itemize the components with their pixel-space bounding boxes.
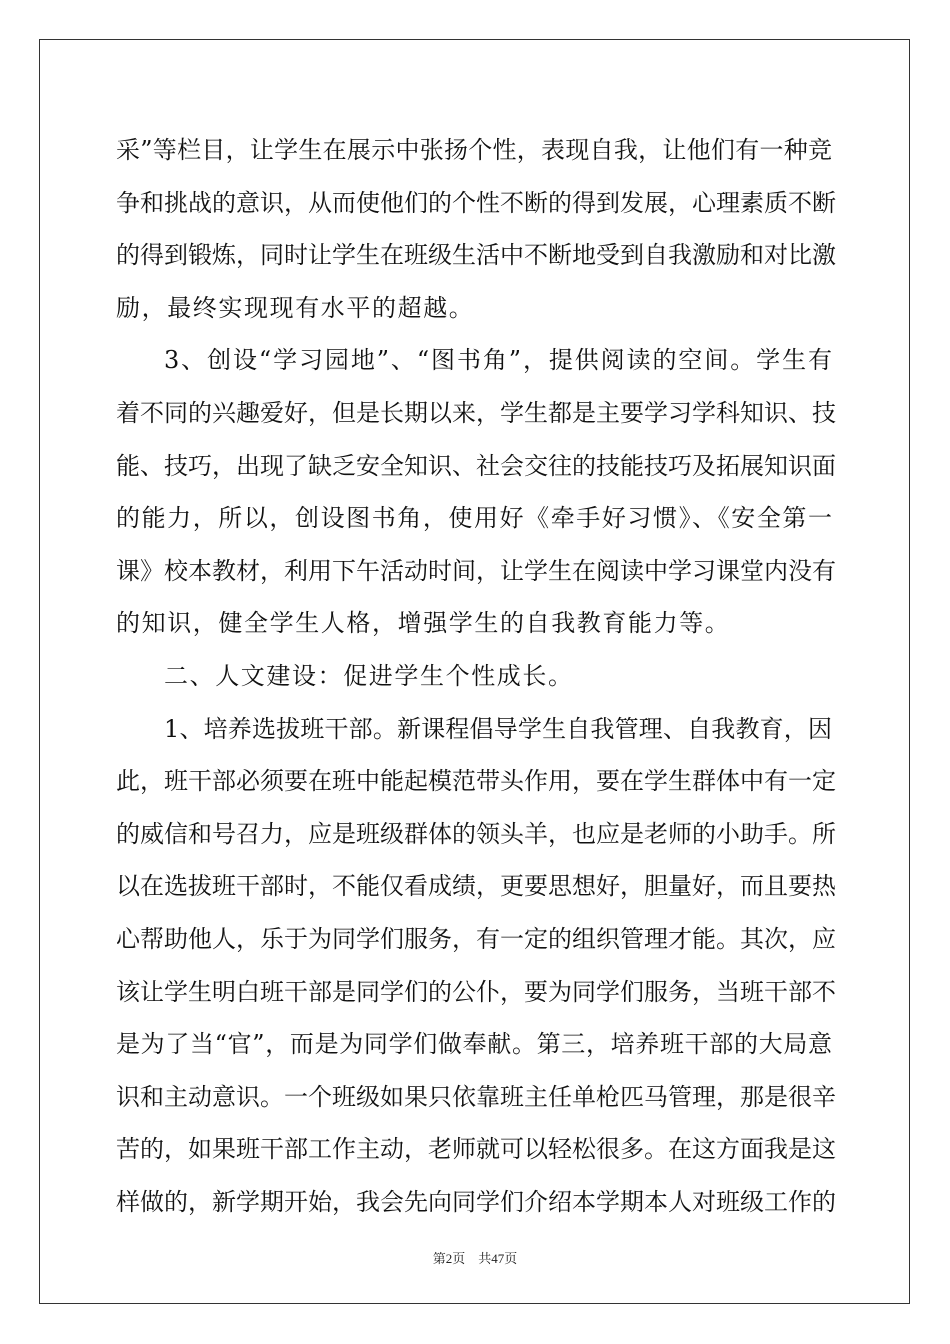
text-line: 争和挑战的意识，从而使他们的个性不断的得到发展，心理素质不断 bbox=[116, 188, 836, 217]
text-line: 课》校本教材，利用下午活动时间，让学生在阅读中学习课堂内没有 bbox=[116, 556, 836, 585]
text-line: 样做的，新学期开始，我会先向同学们介绍本学期本人对班级工作的 bbox=[116, 1187, 836, 1216]
section-heading: 二、人文建设：促进学生个性成长。 bbox=[164, 661, 574, 690]
text-line: 的威信和号召力，应是班级群体的领头羊，也应是老师的小助手。所 bbox=[116, 819, 836, 848]
text-line: 是为了当“官”，而是为同学们做奉献。第三，培养班干部的大局意 bbox=[116, 1030, 832, 1059]
text-line: 心帮助他人，乐于为同学们服务，有一定的组织管理才能。其次，应 bbox=[116, 924, 836, 953]
paragraph-first-line: 3、创设“学习园地”、“图书角”，提供阅读的空间。学生有 bbox=[164, 346, 832, 375]
text-line: 该让学生明白班干部是同学们的公仆，要为同学们服务，当班干部不 bbox=[116, 977, 836, 1006]
text-line: 能、技巧，出现了缺乏安全知识、社会交往的技能技巧及拓展知识面 bbox=[116, 451, 836, 480]
document-body bbox=[116, 124, 836, 1228]
text-line: 采”等栏目，让学生在展示中张扬个性，表现自我，让他们有一种竞 bbox=[116, 136, 832, 164]
page-number: 第2页 共47页 bbox=[432, 1251, 518, 1266]
text-line: 苦的，如果班干部工作主动，老师就可以轻松很多。在这方面我是这 bbox=[116, 1135, 836, 1164]
text-line: 着不同的兴趣爱好，但是长期以来，学生都是主要学习学科知识、技 bbox=[116, 398, 836, 427]
text-line: 的能力，所以，创设图书角，使用好《牵手好习惯》、《安全第一 bbox=[116, 504, 832, 533]
text-line: 以在选拔班干部时，不能仅看成绩，更要思想好，胆量好，而且要热 bbox=[116, 872, 836, 901]
text-line: 的知识，健全学生人格，增强学生的自我教育能力等。 bbox=[116, 609, 731, 638]
text-line: 励，最终实现现有水平的超越。 bbox=[116, 293, 475, 322]
text-line: 识和主动意识。一个班级如果只依靠班主任单枪匹马管理，那是很辛 bbox=[116, 1082, 836, 1111]
text-line: 此，班干部必须要在班中能起模范带头作用，要在学生群体中有一定 bbox=[116, 767, 836, 796]
text-line: 的得到锻炼，同时让学生在班级生活中不断地受到自我激励和对比激 bbox=[116, 241, 836, 270]
paragraph-first-line: 1、培养选拔班干部。新课程倡导学生自我管理、自我教育，因 bbox=[164, 714, 832, 743]
